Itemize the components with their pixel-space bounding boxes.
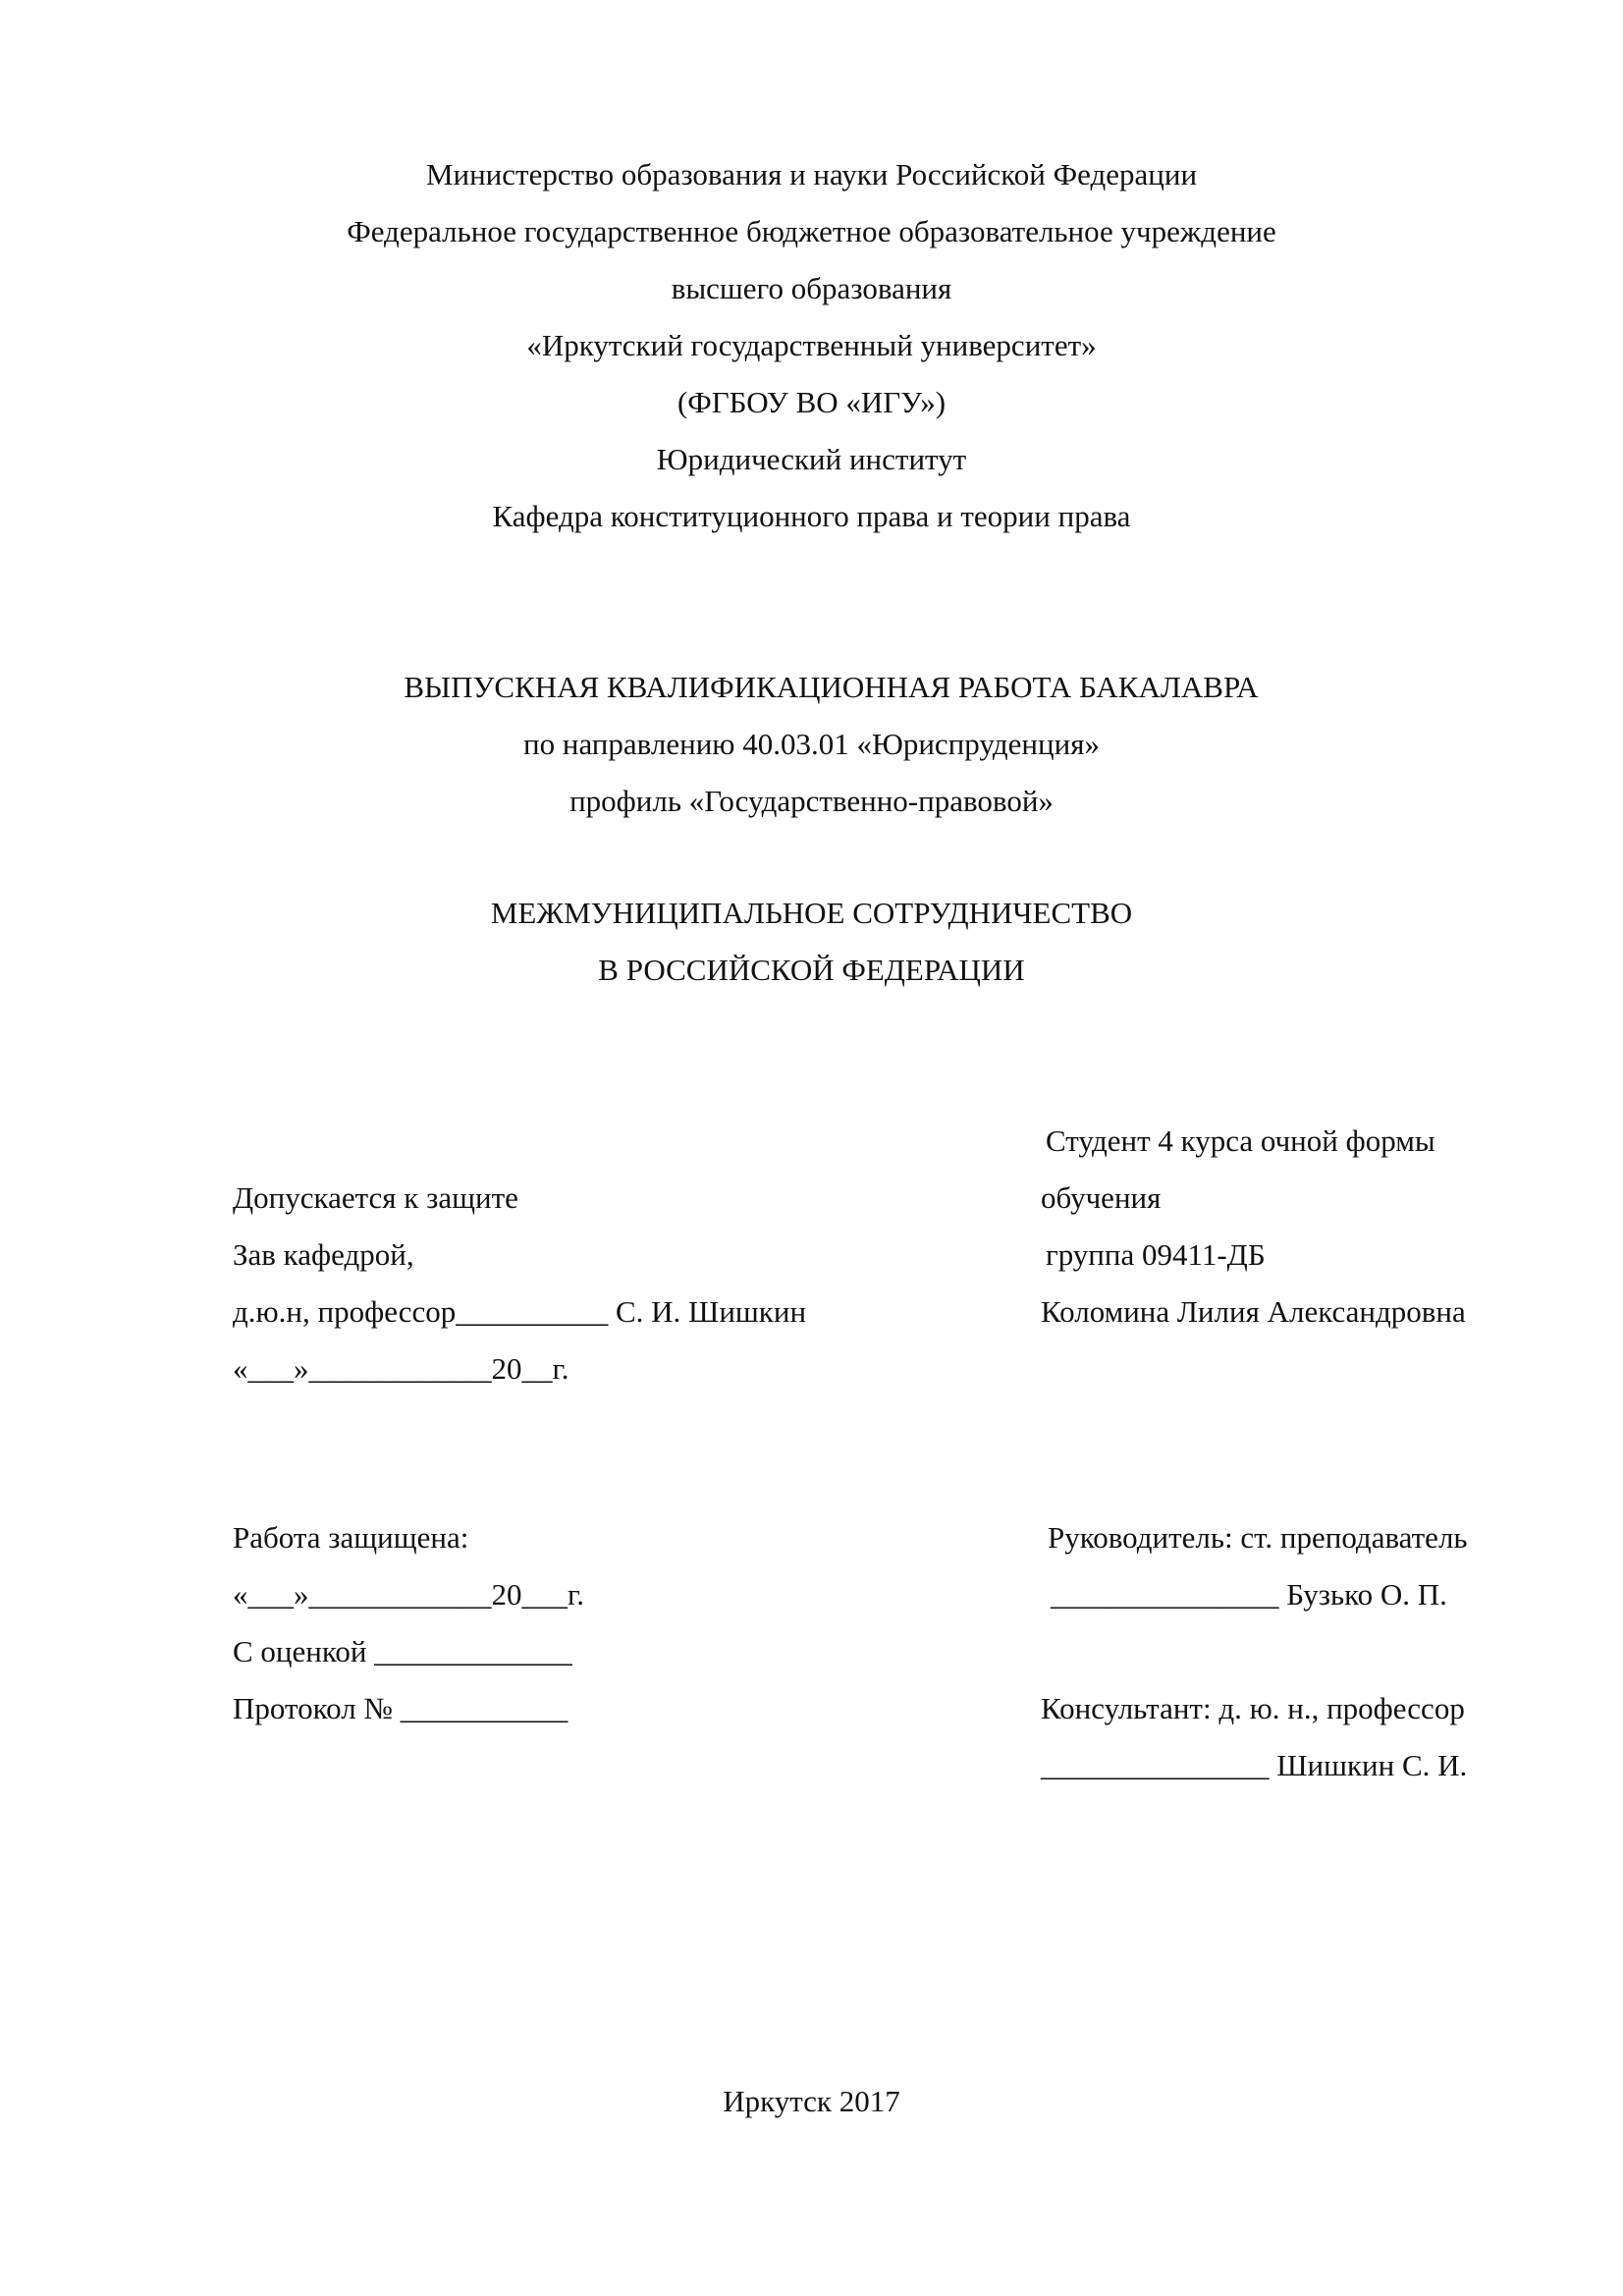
student-group-line: группа 09411-ДБ	[1046, 1237, 1266, 1272]
grade-line: С оценкой _____________	[233, 1634, 572, 1668]
institution-type-line: Федеральное государственное бюджетное образовательное учреждение	[347, 214, 1276, 248]
admission-date-line: «___»____________20__г.	[233, 1351, 569, 1386]
university-line: «Иркутский государственный университет»	[526, 328, 1097, 362]
profile-line: профиль «Государственно-правовой»	[569, 784, 1054, 818]
supervisor-signature-line: _______________ Бузько О. П.	[1051, 1577, 1447, 1612]
admission-line-1: Допускается к защите	[233, 1180, 518, 1215]
work-type-line: ВЫПУСКНАЯ КВАЛИФИКАЦИОННАЯ РАБОТА БАКАЛАВРА	[404, 670, 1259, 704]
admission-line-2: Зав кафедрой,	[233, 1237, 414, 1272]
student-name-line: Коломина Лилия Александровна	[1041, 1294, 1466, 1329]
consultant-title-line: Консультант: д. ю. н., профессор	[1041, 1691, 1465, 1725]
university-abbr-line: (ФГБОУ ВО «ИГУ»)	[676, 385, 947, 419]
institute-line: Юридический институт	[656, 442, 967, 476]
consultant-signature-line: _______________ Шишкин С. И.	[1041, 1748, 1468, 1782]
protocol-line: Протокол № ___________	[233, 1691, 568, 1725]
direction-line: по направлению 40.03.01 «Юриспруденция»	[523, 727, 1100, 761]
department-line: Кафедра конституционного права и теории права	[492, 499, 1131, 533]
defense-date-line: «___»____________20___г.	[233, 1577, 584, 1612]
thesis-title-line-2: В РОССИЙСКОЙ ФЕДЕРАЦИИ	[598, 953, 1025, 987]
student-course-line: Студент 4 курса очной формы	[1046, 1123, 1435, 1158]
thesis-title-line-1: МЕЖМУНИЦИПАЛЬНОЕ СОТРУДНИЧЕСТВО	[490, 896, 1133, 930]
student-form-line: обучения	[1041, 1180, 1162, 1215]
supervisor-title-line: Руководитель: ст. преподаватель	[1048, 1520, 1468, 1555]
education-level-line: высшего образования	[671, 271, 952, 305]
admission-line-3: д.ю.н, профессор__________ С. И. Шишкин	[233, 1294, 807, 1329]
city-year-line: Иркутск 2017	[723, 2084, 900, 2118]
defense-line-1: Работа защищена:	[233, 1520, 469, 1555]
ministry-line: Министерство образования и науки Российской Федерации	[425, 157, 1198, 191]
